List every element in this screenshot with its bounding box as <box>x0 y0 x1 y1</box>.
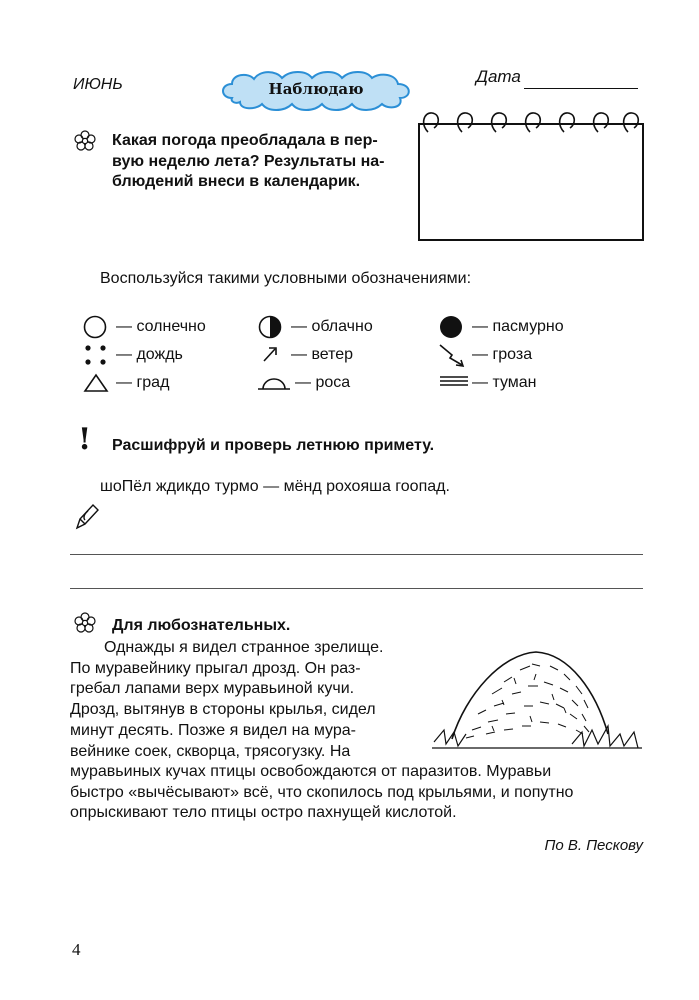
rain-dots-icon <box>82 343 112 369</box>
story-text-wide: муравьиных кучах птицы освобождаются от паразитов. Муравьи быстро «вычёсывают» всё, что скопилось под крыльями, и попутно опрыскивают тело птицы остро пахнущей кислотой. <box>70 763 574 822</box>
anthill-illustration <box>432 634 644 754</box>
month-label: ИЮНЬ <box>73 76 123 93</box>
source-attribution: По В. Пескову <box>544 837 643 854</box>
date-label: Дата <box>476 67 521 86</box>
dew-icon <box>257 371 291 395</box>
legend-title: Воспользуйся такими условными обозначениями: <box>100 270 472 287</box>
pen-icon <box>74 502 100 530</box>
fog-lines-icon <box>438 371 470 395</box>
answer-line-1[interactable] <box>70 554 643 555</box>
half-circle-icon <box>257 315 283 339</box>
page-number: 4 <box>72 940 81 959</box>
flower-icon <box>74 612 96 634</box>
task2-title: Расшифруй и проверь летнюю примету. <box>112 437 435 454</box>
lightning-icon <box>438 343 468 369</box>
sun-circle-icon <box>82 315 108 339</box>
flower-icon <box>74 130 96 152</box>
story-text-narrow: Однажды я видел странное зрелище. По муравейнику прыгал дрозд. Он раз- гребал лапами верх муравьиной кучи. Дрозд, вытянув в стороны крылья, сидел минут десять. Позже я видел на мура- вейнике соек, скворца, трясогузку. На <box>70 639 384 760</box>
exclamation-icon: ! <box>78 422 92 457</box>
answer-line-2[interactable] <box>70 588 643 589</box>
task3-title: Для любознательных. <box>112 617 291 634</box>
weather-calendar[interactable] <box>418 110 644 242</box>
cipher-text: шоПёл ждикдо турмо — мёнд рохояша гоопад. <box>100 478 450 495</box>
wind-arrow-icon <box>257 343 283 367</box>
date-input-line[interactable] <box>524 88 638 89</box>
filled-circle-icon <box>438 315 464 339</box>
section-title: Наблюдаю <box>268 80 364 98</box>
hail-triangle-icon <box>82 371 112 395</box>
task1-question: Какая погода преобладала в пер- вую неделю лета? Результаты на- блюдений внеси в календарик. <box>112 132 385 190</box>
